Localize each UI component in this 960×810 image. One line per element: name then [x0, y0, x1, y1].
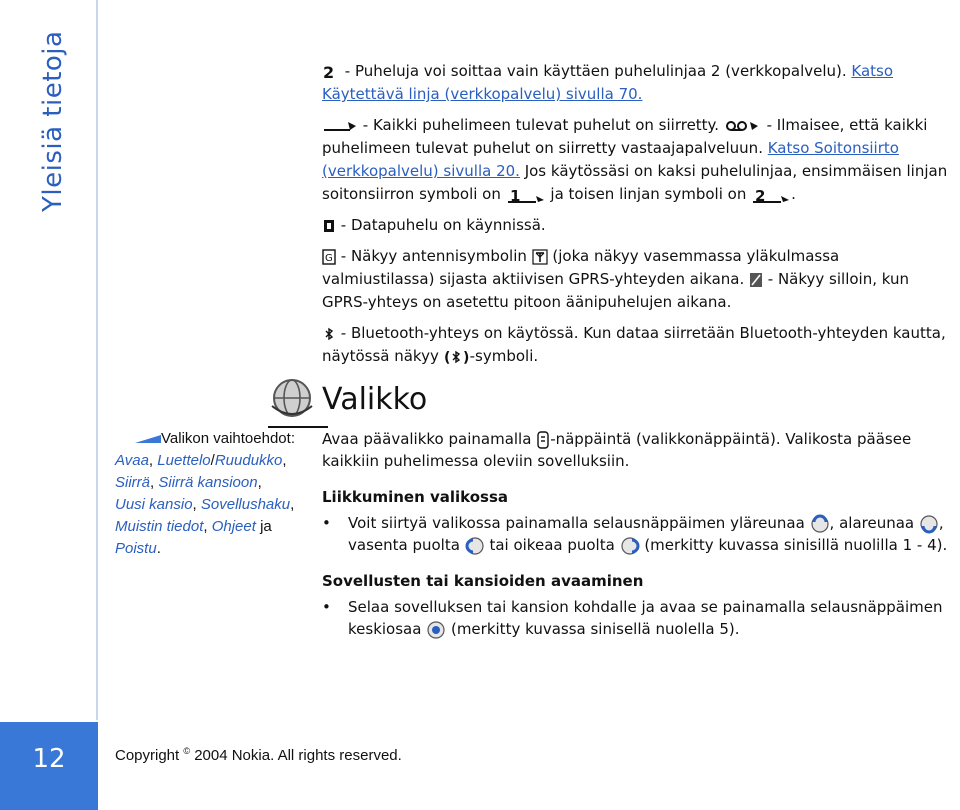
- gprs-text-2: (joka näkyy vasemmassa yläkulmassa valmiustilassa) sijasta aktiivisen GPRS-yhteyden aikana.: [322, 247, 840, 288]
- note-option-uusi-kansio: Uusi kansio: [115, 496, 193, 513]
- scroll-up-icon: [810, 514, 830, 534]
- nav-text-5: (merkitty kuvassa sinisillä nuolilla 1 - 4).: [639, 536, 948, 554]
- divert-text-3: Jos käytössäsi on kaksi puhelulinjaa, ensimmäisen linjan soitonsiirron symboli on: [322, 162, 948, 203]
- page-number: 12: [32, 744, 66, 774]
- note-option-siirra-kansioon: Siirrä kansioon: [158, 474, 258, 491]
- divert-text-5: .: [791, 185, 796, 203]
- link-soitonsiirto[interactable]: Katso Soitonsiirto (verkkopalvelu) sivulla 20.: [322, 139, 899, 180]
- bullet-dot: •: [322, 598, 331, 616]
- menu-intro: [322, 428, 952, 472]
- note-option-sovellushaku: Sovellushaku: [200, 496, 291, 513]
- scroll-center-icon: [426, 620, 446, 640]
- note-option-avaa: Avaa: [115, 452, 149, 469]
- note-option-luettelo: Luettelo: [157, 452, 211, 469]
- note-option-ruudukko: Ruudukko: [214, 452, 283, 469]
- subhead-navigation: Liikkuminen valikossa: [322, 488, 509, 506]
- copyright-symbol: ©: [183, 746, 191, 756]
- line2-text: - Puheluja voi soittaa vain käyttäen puhelulinjaa 2 (verkkopalvelu).: [340, 62, 852, 80]
- section-title: Valikko: [322, 382, 428, 417]
- divert-text-4: ja toisen linjan symboli on: [545, 185, 752, 203]
- note-label: Valikon vaihtoehdot:: [161, 430, 295, 447]
- chapter-title: Yleisiä tietoja: [38, 30, 68, 212]
- nav-text-2: , alareunaa: [829, 514, 919, 532]
- bluetooth-transfer-icon: [444, 349, 470, 365]
- note-dot: .: [156, 540, 161, 557]
- line-2-divert-icon: [751, 187, 791, 203]
- note-separator: /: [210, 452, 215, 469]
- divert-text-2: - Ilmaisee, että kaikki puhelimeen tulevat puhelut on siirretty vastaajapalveluun.: [322, 116, 928, 157]
- bluetooth-text-2: -symboli.: [469, 347, 539, 365]
- svg-text:G: G: [325, 252, 333, 264]
- link-kaytettava-linja[interactable]: Katso Käytettävä linja (verkkopalvelu) sivulla 70.: [322, 62, 894, 103]
- note-arrow-icon: [115, 433, 161, 445]
- gprs-text-3: - Näkyy silloin, kun GPRS-yhteys on asetettu pitoon äänipuhelujen aikana.: [322, 270, 909, 311]
- navigation-bullet: [322, 512, 952, 556]
- svg-text:2: 2: [755, 186, 766, 203]
- open-text-1: Selaa sovelluksen tai kansion kohdalle ja avaa se painamalla selausnäppäimen keskiosaa: [348, 598, 943, 638]
- bluetooth-paragraph: [322, 322, 952, 368]
- note-option-ohjeet: Ohjeet: [211, 518, 256, 535]
- subhead-opening: Sovellusten tai kansioiden avaaminen: [322, 572, 644, 590]
- scroll-right-icon: [620, 536, 640, 556]
- bluetooth-text-1: - Bluetooth-yhteys on käytössä. Kun dataa siirretään Bluetooth-yhteyden kautta, näytössä näkyy: [322, 324, 946, 365]
- scroll-left-icon: [465, 536, 485, 556]
- data-call-text: - Datapuhelu on käynnissä.: [336, 216, 546, 234]
- nav-text-3: , vasenta puolta: [348, 514, 944, 554]
- divert-text-1: - Kaikki puhelimeen tulevat puhelut on siirretty.: [358, 116, 724, 134]
- nav-text-1: Voit siirtyä valikossa painamalla selausnäppäimen yläreunaa: [348, 514, 810, 532]
- line-2-icon: [322, 64, 340, 80]
- note-ja: ja: [255, 518, 272, 535]
- divert-arrow-icon: [322, 120, 358, 132]
- gprs-active-icon: [322, 249, 336, 265]
- divert-paragraph: [322, 114, 952, 206]
- svg-text:2: 2: [323, 63, 335, 80]
- menu-globe-icon: [268, 376, 314, 422]
- open-text-2: (merkitty kuvassa sinisellä nuolella 5).: [446, 620, 740, 638]
- line2-paragraph: [322, 60, 952, 106]
- scroll-down-icon: [919, 514, 939, 534]
- note-option-muistin-tiedot: Muistin tiedot: [115, 518, 204, 535]
- opening-bullet: [322, 596, 952, 640]
- bullet-dot: •: [322, 514, 331, 532]
- status-indicators-section: [322, 60, 952, 376]
- menu-options-note: Valikon vaihtoehdot: Avaa, Luettelo/Ruudukko, Siirrä, Siirrä kansioon, Uusi kansio, Sovellushaku, Muistin tiedot, Ohjeet ja Poistu.: [115, 430, 295, 557]
- nav-text-4: tai oikeaa puolta: [484, 536, 620, 554]
- data-call-paragraph: [322, 214, 952, 237]
- copyright-pre: Copyright: [115, 747, 180, 764]
- svg-text:1: 1: [509, 186, 521, 203]
- menu-intro-1: Avaa päävalikko painamalla: [322, 430, 537, 448]
- voicemail-divert-icon: [724, 119, 762, 133]
- gprs-hold-icon: [749, 272, 763, 288]
- svg-text:): ): [462, 349, 470, 365]
- menu-intro-2: -näppäintä (valikkonäppäintä). Valikosta pääsee kaikkiin puhelimessa oleviin sovelluksiin.: [322, 430, 912, 470]
- bluetooth-icon: [322, 327, 336, 341]
- note-option-poistu: Poistu: [115, 540, 157, 557]
- gprs-text-1: - Näkyy antennisymbolin: [336, 247, 532, 265]
- antenna-icon: [532, 249, 548, 265]
- menu-key-icon: [536, 431, 550, 449]
- svg-text:(: (: [443, 349, 451, 365]
- copyright-post: 2004 Nokia. All rights reserved.: [194, 747, 402, 764]
- gprs-paragraph: [322, 245, 952, 314]
- note-option-siirra: Siirrä: [115, 474, 151, 491]
- data-call-icon: [322, 218, 336, 234]
- copyright-footer: [115, 746, 402, 764]
- line-1-divert-icon: [506, 187, 546, 203]
- menu-section-body: [322, 428, 952, 640]
